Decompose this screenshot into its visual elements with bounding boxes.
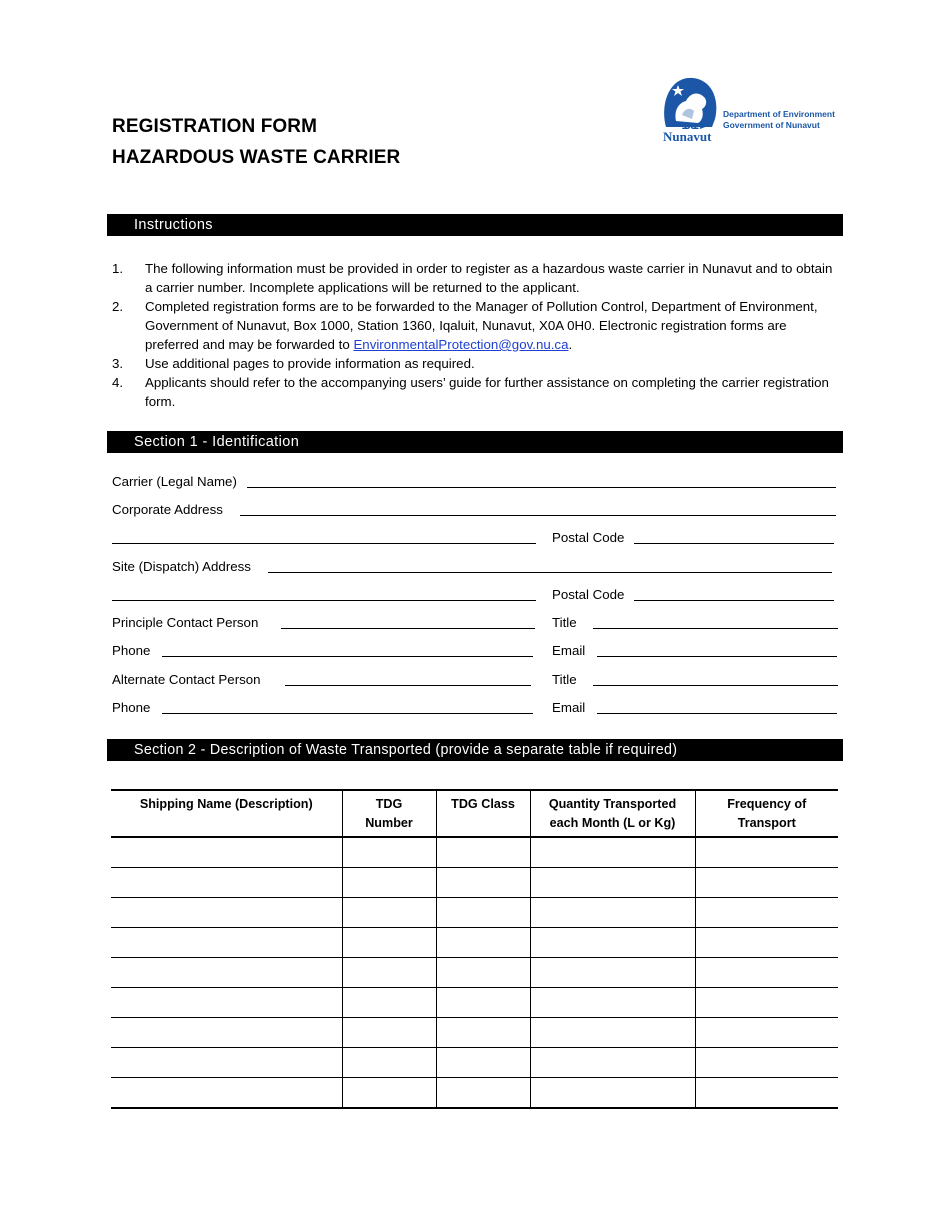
principle-contact-field[interactable] [281,628,535,629]
table-cell[interactable] [695,898,838,928]
site-address-field[interactable] [268,572,832,573]
table-cell[interactable] [436,928,530,958]
table-cell[interactable] [342,868,436,898]
table-cell[interactable] [695,928,838,958]
column-header-quantity: Quantity Transported each Month (L or Kg) [530,790,695,837]
instruction-item [145,297,842,354]
table-row [111,988,838,1018]
phone-label: Phone [112,700,151,715]
principle-phone-field[interactable] [162,656,533,657]
table-cell[interactable] [342,1018,436,1048]
email-label: Email [552,643,586,658]
principle-contact-label: Principle Contact Person [112,615,259,630]
logo-dept-line1: Department of Environment [723,109,835,119]
table-cell[interactable] [436,958,530,988]
section2-header: Section 2 - Description of Waste Transported (provide a separate table if required) [107,739,843,761]
table-cell[interactable] [111,928,342,958]
table-cell[interactable] [111,868,342,898]
instructions-list [112,259,842,411]
table-cell[interactable] [530,1048,695,1078]
postal-code-label: Postal Code [552,530,625,545]
form-title-line1: REGISTRATION FORM [112,116,318,137]
table-cell[interactable] [530,837,695,868]
table-cell[interactable] [695,1078,838,1109]
alternate-contact-field[interactable] [285,685,531,686]
table-cell[interactable] [695,1048,838,1078]
table-cell[interactable] [530,988,695,1018]
table-cell[interactable] [111,898,342,928]
instruction-number: 1. [112,261,124,276]
column-header-shipping-name: Shipping Name (Description) [111,790,342,837]
table-row [111,868,838,898]
alternate-email-field[interactable] [597,713,837,714]
instruction-text: . [568,337,573,352]
table-cell[interactable] [342,1048,436,1078]
table-cell[interactable] [530,868,695,898]
table-cell[interactable] [530,1018,695,1048]
table-cell[interactable] [695,988,838,1018]
section1-header: Section 1 - Identification [107,431,843,453]
title-label: Title [552,615,577,630]
table-cell[interactable] [342,898,436,928]
table-row [111,928,838,958]
table-cell[interactable] [695,1018,838,1048]
table-cell[interactable] [436,988,530,1018]
principle-title-field[interactable] [593,628,838,629]
table-cell[interactable] [111,1018,342,1048]
table-cell[interactable] [111,1048,342,1078]
table-header-row [111,790,838,837]
email-link[interactable]: EnvironmentalProtection@gov.nu.ca [353,337,569,352]
alternate-contact-label: Alternate Contact Person [112,672,261,687]
table-cell[interactable] [342,837,436,868]
email-label: Email [552,700,586,715]
carrier-label: Carrier (Legal Name) [112,474,237,489]
title-label: Title [552,672,577,687]
postal-code-label: Postal Code [552,587,625,602]
alternate-phone-field[interactable] [162,713,533,714]
table-cell[interactable] [436,1078,530,1109]
nunavut-logo [660,75,845,145]
table-cell[interactable] [342,958,436,988]
table-cell[interactable] [530,1078,695,1109]
column-header-frequency: Frequency of Transport [695,790,838,837]
instruction-number: 4. [112,375,124,390]
table-cell[interactable] [436,898,530,928]
table-cell[interactable] [111,958,342,988]
instruction-item: The following information must be provided in order to register as a hazardous waste carrier in Nunavut and to obtain a carrier number. Incomplete applications will be returned to the applicant. [145,261,833,295]
table-cell[interactable] [695,837,838,868]
instruction-number: 3. [112,356,124,371]
table-cell[interactable] [342,1078,436,1109]
table-row [111,958,838,988]
instruction-item: Use additional pages to provide information as required. [145,356,475,371]
site-address-label: Site (Dispatch) Address [112,559,251,574]
table-row [111,898,838,928]
principle-email-field[interactable] [597,656,837,657]
table-cell[interactable] [530,928,695,958]
table-cell[interactable] [436,1048,530,1078]
corporate-address-line2-field[interactable] [112,543,536,544]
corporate-address-field[interactable] [240,515,836,516]
phone-label: Phone [112,643,151,658]
table-cell[interactable] [436,1018,530,1048]
corporate-address-label: Corporate Address [112,502,223,517]
alternate-title-field[interactable] [593,685,838,686]
table-cell[interactable] [342,928,436,958]
column-header-tdg-number: TDG Number [342,790,436,837]
table-cell[interactable] [530,958,695,988]
table-row [111,1018,838,1048]
instructions-header: Instructions [107,214,843,236]
waste-table [111,789,838,1109]
table-cell[interactable] [342,988,436,1018]
corporate-postal-code-field[interactable] [634,543,834,544]
logo-wordmark: Nunavut [663,129,712,144]
site-address-line2-field[interactable] [112,600,536,601]
table-cell[interactable] [530,898,695,928]
table-row [111,1078,838,1109]
instruction-item: Applicants should refer to the accompanying users’ guide for further assistance on completing the carrier registration form. [145,375,829,409]
carrier-field[interactable] [247,487,836,488]
table-cell[interactable] [436,868,530,898]
table-cell[interactable] [111,988,342,1018]
table-cell[interactable] [695,958,838,988]
instruction-number: 2. [112,299,124,314]
logo-syllabics: ᓄᓇᕗᑦ [682,121,712,131]
inuksuk-bear-emblem-icon [660,75,722,145]
table-cell[interactable] [111,1078,342,1109]
form-title-line2: HAZARDOUS WASTE CARRIER [112,147,401,168]
table-cell[interactable] [111,837,342,868]
column-header-tdg-class: TDG Class [436,790,530,837]
table-row [111,837,838,868]
table-row [111,1048,838,1078]
instruction-text: Completed registration forms are to be forwarded to the Manager of Pollution Control, Department of Environment, Government of Nunavut, Box 1000, Station 1360, Iqaluit, Nunavut, X0A 0H0. Electronic registration forms are preferred and may be forwarded to [145,299,818,352]
table-cell[interactable] [695,868,838,898]
table-cell[interactable] [436,837,530,868]
logo-dept-line2: Government of Nunavut [723,120,820,130]
site-postal-code-field[interactable] [634,600,834,601]
